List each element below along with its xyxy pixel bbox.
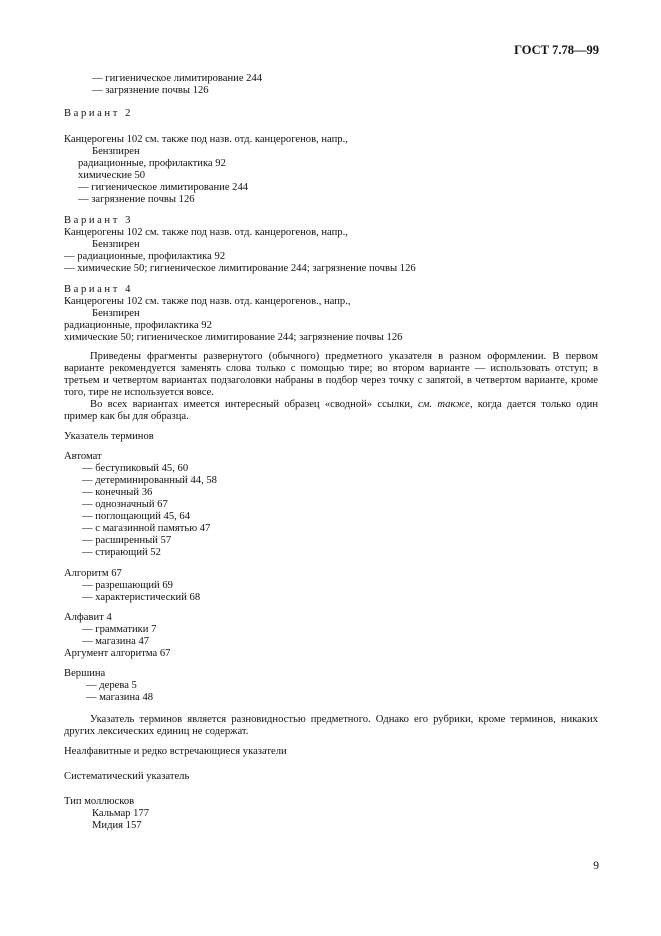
list-item: — грамматики 7 (82, 624, 157, 635)
list-item: — разрешающий 69 (82, 580, 173, 591)
terms-index-heading: Указатель терминов (64, 431, 154, 442)
list-item: Канцерогены 102 см. также под назв. отд. канцерогенов, напр., (64, 227, 348, 238)
list-item: — магазина 47 (82, 636, 150, 647)
paragraph-see-also-note (64, 399, 598, 423)
list-item: — загрязнение почвы 126 (92, 85, 209, 96)
list-item: — гигиеническое лимитирование 244 (78, 182, 249, 193)
list-item: — загрязнение почвы 126 (78, 194, 195, 205)
variant-2-title: Вариант 2 (64, 108, 134, 119)
list-item: Бензпирен (92, 308, 140, 319)
paragraph-terms-index: Указатель терминов является разновидностью предметного. Однако его рубрики, кроме терминов, никаких других лексических единиц не содержат. (64, 714, 598, 737)
list-item: — стирающий 52 (82, 547, 161, 558)
list-item: — с магазинной памятью 47 (82, 523, 211, 534)
list-item: химические 50; гигиеническое лимитирование 244; загрязнение почвы 126 (64, 332, 403, 343)
list-item: — химические 50; гигиеническое лимитирование 244; загрязнение почвы 126 (64, 263, 416, 274)
list-item: — дерева 5 (86, 680, 137, 691)
index-entry-head: Тип моллюсков (64, 796, 135, 807)
index-entry-head: Вершина (64, 668, 106, 679)
list-item: — расширенный 57 (82, 535, 172, 546)
paragraph-variants-explanation: Приведены фрагменты развернутого (обычного) предметного указателя в разном оформлении. В первом варианте рекомендуется заменять слова только с помощью тире; во втором варианте — использовать отступ; в третьем и четвертом вариантах подзаголовки набраны в подбор через точку с запятой, в четвертом варианте, кроме того, тире не используется вовсе. (64, 351, 598, 398)
list-item: — беступиковый 45, 60 (82, 463, 189, 474)
list-item: Канцерогены 102 см. также под назв. отд. канцерогенов., напр., (64, 296, 351, 307)
list-item: — однозначный 67 (82, 499, 168, 510)
list-item: Бензпирен (92, 239, 140, 250)
list-item: — конечный 36 (82, 487, 153, 498)
document-header: ГОСТ 7.78—99 (514, 43, 599, 57)
list-item: радиационные, профилактика 92 (78, 158, 226, 169)
section-heading: Систематический указатель (64, 771, 190, 782)
list-item: Кальмар 177 (92, 808, 150, 819)
variant-3-title: Вариант 3 (64, 215, 134, 226)
page-number: 9 (593, 860, 599, 872)
paragraph-text-before: Во всех вариантах имеется интересный образец «сводной» ссылки, (90, 399, 418, 410)
index-entry-head: Автомат (64, 451, 102, 462)
list-item: — гигиеническое лимитирование 244 (92, 73, 263, 84)
variant-4-title: Вариант 4 (64, 284, 134, 295)
index-entry-head: Алфавит 4 (64, 612, 112, 623)
list-item: Мидия 157 (92, 820, 142, 831)
list-item: — детерминированный 44, 58 (82, 475, 217, 486)
index-entry-head: Алгоритм 67 (64, 568, 122, 579)
paragraph-text-after: когда дается только один пример как бы для образца. (64, 399, 598, 422)
section-heading: Неалфавитные и редко встречающиеся указатели (64, 746, 287, 757)
list-item: Бензпирен (92, 146, 140, 157)
list-item: — поглощающий 45, 64 (82, 511, 191, 522)
list-item: радиационные, профилактика 92 (64, 320, 212, 331)
index-entry-head: Аргумент алгоритма 67 (64, 648, 171, 659)
list-item: — радиационные, профилактика 92 (64, 251, 226, 262)
list-item: Канцерогены 102 см. также под назв. отд. канцерогенов, напр., (64, 134, 348, 145)
see-also-italic: см. также, (417, 399, 473, 410)
list-item: химические 50 (78, 170, 146, 181)
list-item: — магазина 48 (86, 692, 154, 703)
list-item: — характеристический 68 (82, 592, 201, 603)
